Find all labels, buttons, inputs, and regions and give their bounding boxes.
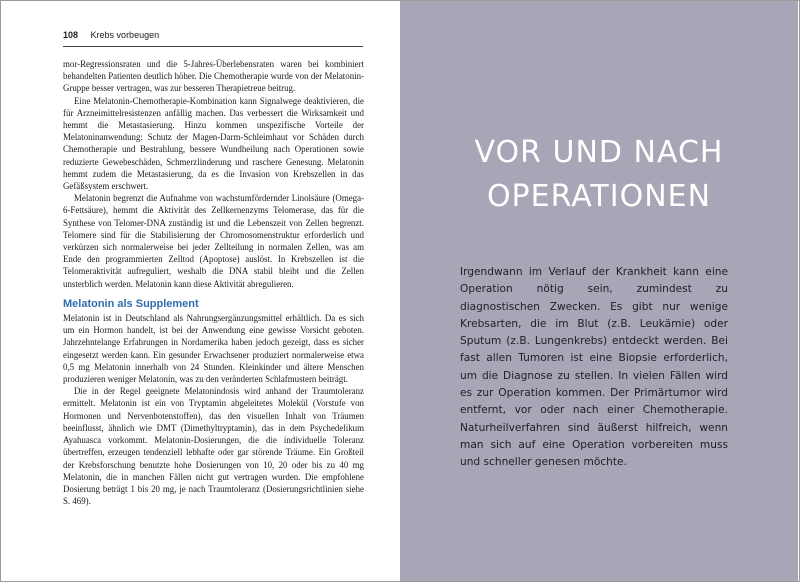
section-heading: Melatonin als Supplement: [63, 297, 199, 310]
paragraph: Die in der Regel geeignete Melatonindosis wird anhand der Traumtoleranz ermittelt. Melatonin ist ein von Tryptamin abgeleitetes Molekül (Vorstufe von Hormonen und Nervenbotenstoffen), das den visuellen Inhalt von Träumen beeinflusst, ähnlich wie DMT (Dimethyltryptamin), das in dem Psychedelikum Ayahuasca vorkommt. Melatonin-Dosierungen, die die individuelle Toleranz übertreffen, erzeugen tendenziell lebhafte oder gar störende Träume. Ein Großteil der Krebsforschung benutzte hohe Dosierungen von 10, 20 oder bis zu 40 mg Melatonin, die in manchen Fällen nicht gut vertragen wurden. Die empfohlene Dosierung beträgt 1 bis 20 mg, je nach Traumtoleranz (Dosierungsrichtlinien siehe S. 469).: [63, 386, 364, 507]
paragraph: mor-Regressionsraten und die 5-Jahres-Überlebensraten waren bei kombiniert behandelten Patienten deutlich höher. Die Chemotherapie wurde von der Melatonin-Gruppe besser vertragen, was zur besseren Therapietreue beitrug.: [63, 59, 364, 94]
chapter-title: VOR UND NACH OPERATIONEN: [474, 135, 724, 214]
intro-paragraph: Irgendwann im Verlauf der Krankheit kann eine Operation nötig sein, zumindest zu diagnostischen Zwecken. Es gibt nur wenige Krebsarten, die im Blut (z.B. Leukämie) oder Sputum (z.B. Lungenkrebs) entdeckt werden. Bei fast allen Tumoren ist eine Biopsie erforderlich, um die Diagnose zu stellen. In vielen Fällen wird es zur Operation kommen. Der Primärtumor wird entfernt, vor oder nach einer Chemotherapie. Naturheilverfahren sind äußerst hilfreich, wenn man sich auf eine Operation vorbereiten muss und schneller genesen möchte.: [460, 266, 728, 469]
running-head: [63, 30, 363, 44]
running-head-title: Krebs vorbeugen: [90, 30, 160, 40]
paragraph: Melatonin ist in Deutschland als Nahrungsergänzungsmittel erhältlich. Da es sich um ein Hormon handelt, ist bei der Anwendung eine gewisse Vorsicht geboten. Jahrzehntelange Erfahrungen in Nordamerika haben jedoch gezeigt, dass es sicher eingesetzt werden kann. Ein gesunder Erwachsener produziert normalerweise etwa 0,5 mg Melatonin innerhalb von 24 Stunden. Kleinkinder und ältere Menschen produzieren weniger Melatonin, was zu den veränderten Schlafmustern beiträgt.: [63, 313, 364, 385]
header-rule: [63, 46, 363, 47]
body-text: [63, 58, 364, 507]
right-page: [400, 1, 798, 581]
left-page: [1, 1, 399, 581]
chapter-intro: [460, 264, 728, 472]
paragraph: Eine Melatonin-Chemotherapie-Kombination kann Signalwege deaktivieren, die für Arzneimittelresistenzen anfällig machen. Das verbessert die Wirksamkeit und hemmt die Metastasierung. Hinzu kommen unspezifische Vorteile der Melatoninanwendung: Schutz der Magen-Darm-Schleimhaut vor Schäden durch Chemotherapie und Bestrahlung, bessere Wundheilung nach Operationen sowie reduzierte Gewebeschäden, Schmerzlinderung und raschere Genesung. Melatonin hemmt zudem die Metastasierung, da es die Invasion von Krebszellen in das Gefäßsystem erschwert.: [63, 95, 364, 192]
paragraph: Melatonin begrenzt die Aufnahme von wachstumfördernder Linolsäure (Omega-6-Fettsäure), hemmt die Aktivität des Zellkernenzyms Telomerase, das für die Synthese von Telomer-DNA zuständig ist und die Lebenszeit von Zellen begrenzt. Telomere sind für die Stabilisierung der Chromosomenstruktur erforderlich und verkürzen sich normalerweise bei jeder Zellteilung in normalen Zellen, was am Ende den programmierten Zelltod (Apoptose) auslöst. In Krebszellen ist die Telomeraktivität aufreguliert, weshalb die DNA stabil bleibt und die Zellen unsterblich werden. Melatonin kann diese Aktivität abregulieren.: [63, 193, 364, 289]
page-number: 108: [63, 30, 79, 40]
